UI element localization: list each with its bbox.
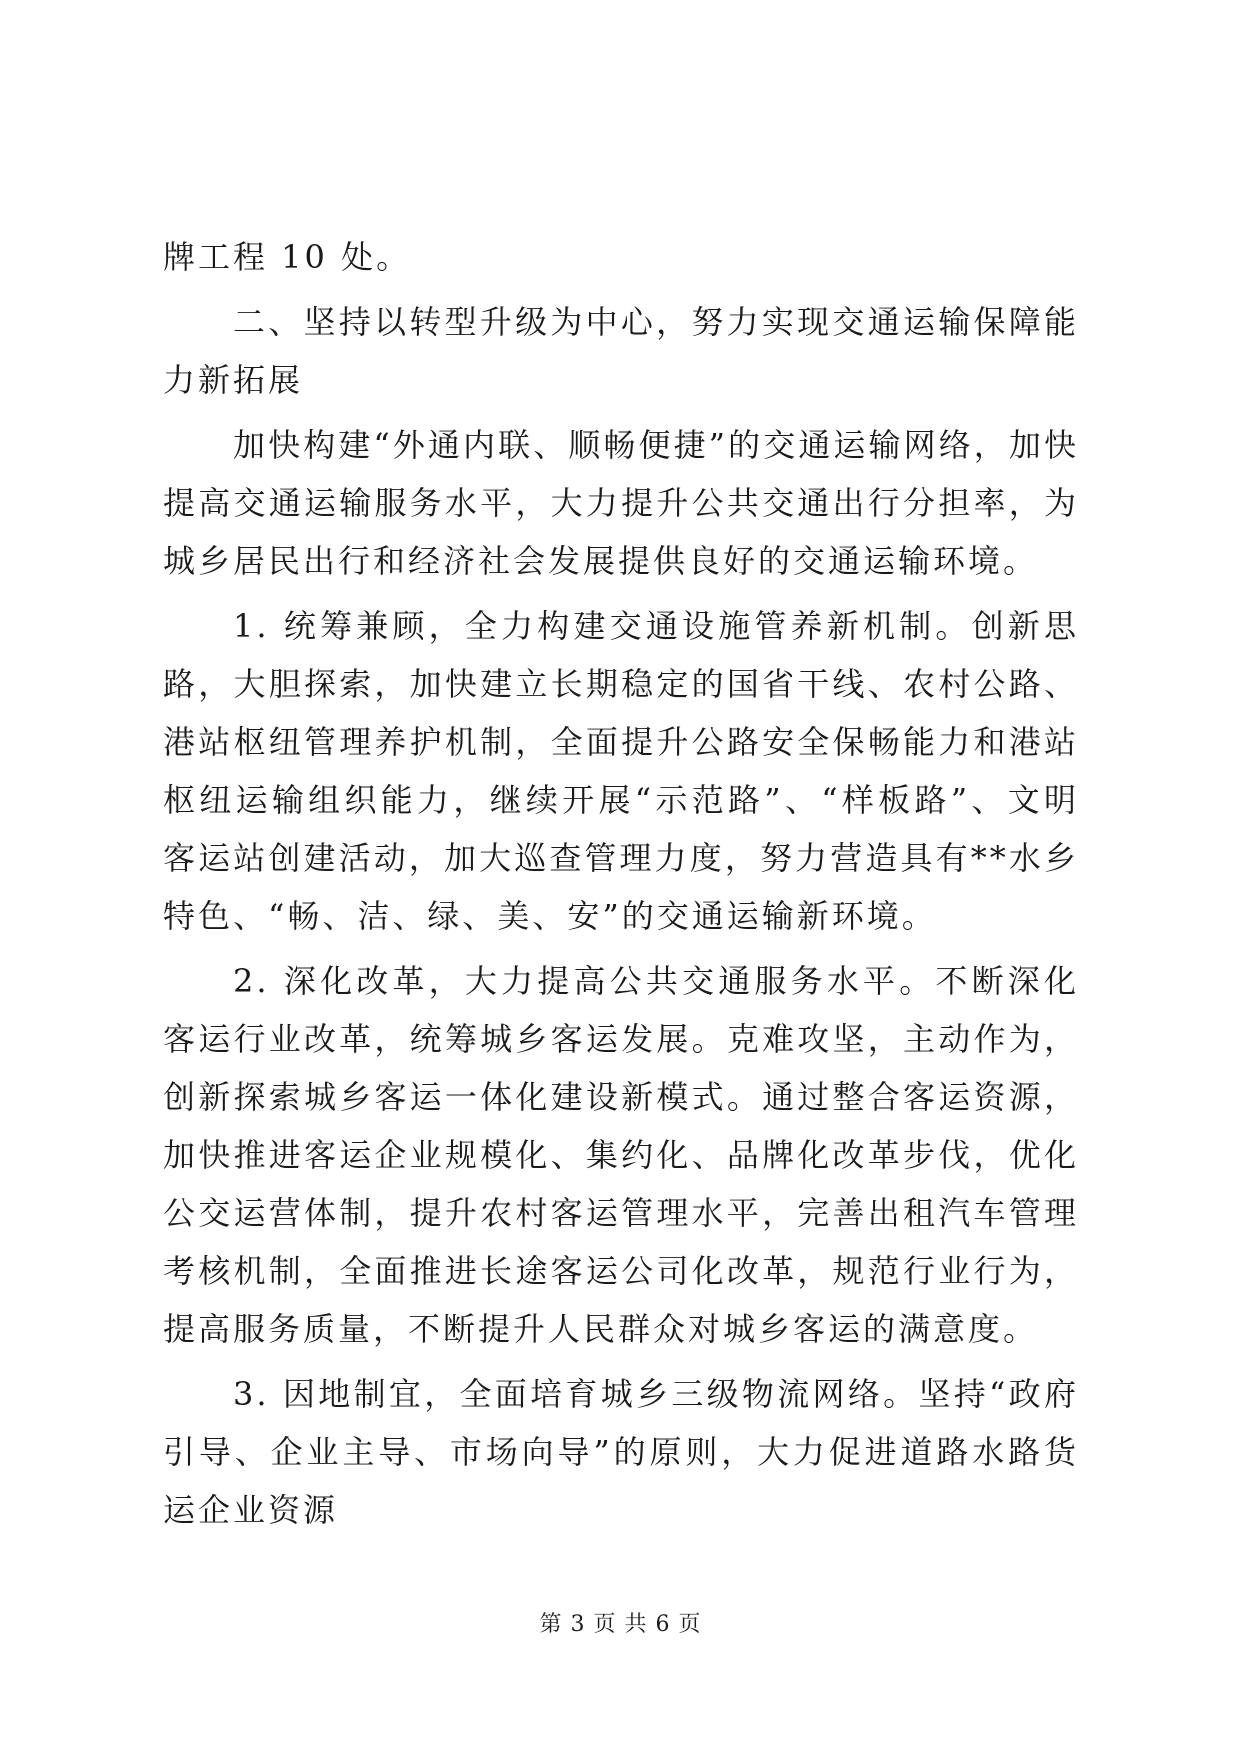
paragraph-item-2: 2. 深化改革，大力提高公共交通服务水平。不断深化客运行业改革，统筹城乡客运发展。克难攻坚，主动作为，创新探索城乡客运一体化建设新模式。通过整合客运资源，加快推进客运企业规模化、集约化、品牌化改革步伐，优化公交运营体制，提升农村客运管理水平，完善出租汽车管理考核机制，全面推进长途客运公司化改革，规范行业行为，提高服务质量，不断提升人民群众对城乡客运的满意度。 bbox=[163, 962, 1079, 1348]
paragraph-intro: 加快构建“外通内联、顺畅便捷”的交通运输网络，加快提高交通运输服务水平，大力提升公共交通出行分担率，为城乡居民出行和经济社会发展提供良好的交通运输环境。 bbox=[163, 426, 1079, 580]
paragraph-item-3: 3. 因地制宜，全面培育城乡三级物流网络。坚持“政府引导、企业主导、市场向导”的原则，大力促进道路水路货运企业资源 bbox=[163, 1375, 1079, 1529]
document-body bbox=[163, 228, 1079, 1539]
page-number-footer: 第 3 页 共 6 页 bbox=[539, 1612, 702, 1637]
paragraph-continuation: 牌工程 10 处。 bbox=[163, 238, 412, 276]
paragraph-item-1: 1. 统筹兼顾，全力构建交通设施管养新机制。创新思路，大胆探索，加快建立长期稳定的国省干线、农村公路、港站枢纽管理养护机制，全面提升公路安全保畅能力和港站枢纽运输组织能力，继续开展“示范路”、“样板路”、文明客运站创建活动，加大巡查管理力度，努力营造具有**水乡特色、“畅、洁、绿、美、安”的交通运输新环境。 bbox=[163, 607, 1079, 935]
section-heading: 二、坚持以转型升级为中心，努力实现交通运输保障能力新拓展 bbox=[163, 303, 1079, 399]
